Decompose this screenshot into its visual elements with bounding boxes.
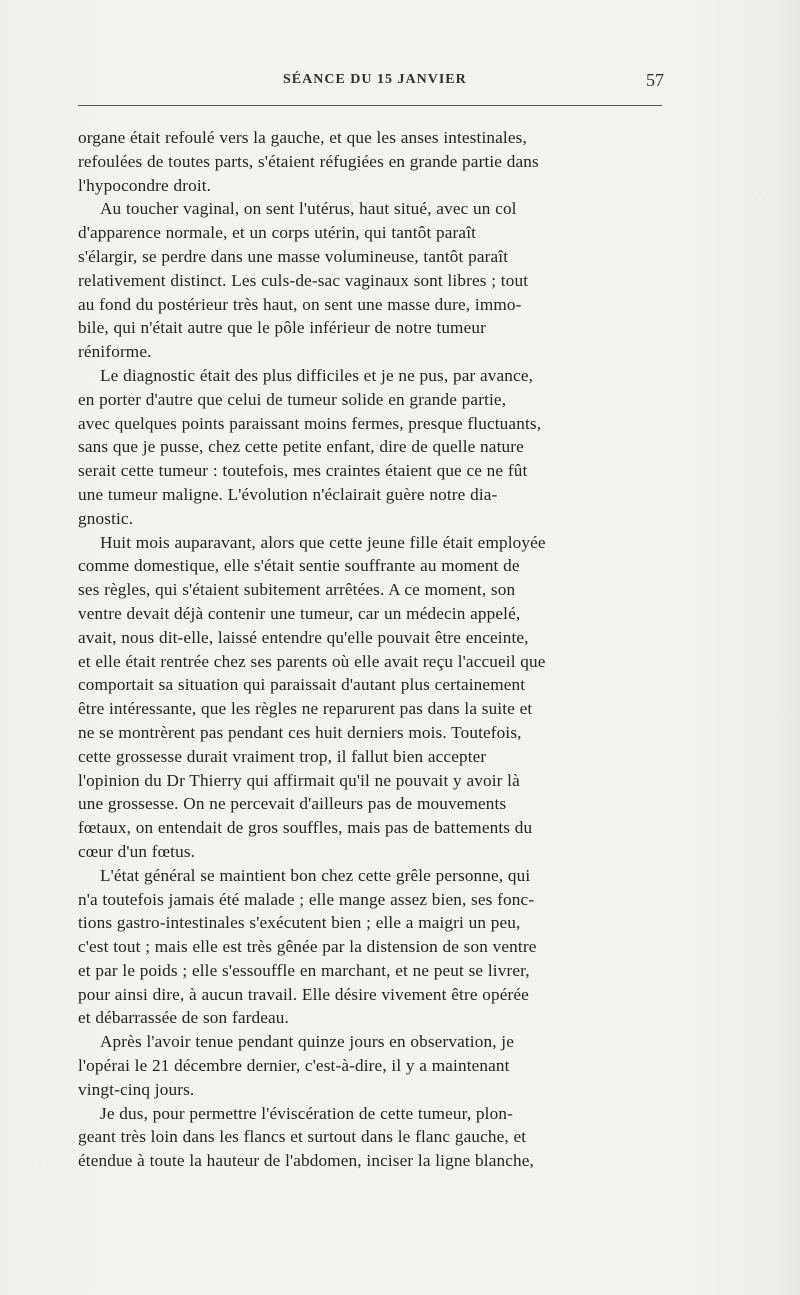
text-line: organe était refoulé vers la gauche, et que les anses intestinales, xyxy=(78,128,527,147)
text-line: et par le poids ; elle s'essouffle en marchant, et ne peut se livrer, xyxy=(78,960,530,980)
text-line: d'apparence normale, et un corps utérin, qui tantôt paraît xyxy=(78,223,477,243)
text-line: une tumeur maligne. L'évolution n'éclairait guère notre dia- xyxy=(78,484,498,504)
text-line: refoulées de toutes parts, s'étaient réfugiées en grande partie dans xyxy=(78,151,539,171)
text-line: serait cette tumeur : toutefois, mes craintes étaient que ce ne fût xyxy=(78,461,528,481)
text-line: tions gastro-intestinales s'exécutent bien ; elle a maigri un peu, xyxy=(78,913,521,933)
text-line: être intéressante, que les règles ne reparurent pas dans la suite et xyxy=(78,699,533,719)
page-header xyxy=(78,72,670,98)
text-line: étendue à toute la hauteur de l'abdomen, inciser la ligne blanche, xyxy=(78,1151,534,1171)
text-line: cœur d'un fœtus. xyxy=(78,841,196,861)
header-rule xyxy=(78,105,662,106)
text-line: et elle était rentrée chez ses parents où elle avait reçu l'accueil que xyxy=(78,651,546,671)
text-line: au fond du postérieur très haut, on sent une masse dure, immo- xyxy=(78,294,522,314)
text-line: pour ainsi dire, à aucun travail. Elle désire vivement être opérée xyxy=(78,984,529,1004)
text-line: fœtaux, on entendait de gros souffles, mais pas de battements du xyxy=(78,818,533,838)
text-line: n'a toutefois jamais été malade ; elle mange assez bien, ses fonc- xyxy=(78,889,535,909)
text-line: comportait sa situation qui paraissait d'autant plus certainement xyxy=(78,675,526,695)
text-line: c'est tout ; mais elle est très gênée par la distension de son ventre xyxy=(78,937,537,957)
text-line: réniforme. xyxy=(78,342,152,362)
text-line: Le diagnostic était des plus difficiles et je ne pus, par avance, xyxy=(100,365,534,385)
text-line: Je dus, pour permettre l'éviscération de cette tumeur, plon- xyxy=(100,1103,513,1123)
page-number: 57 xyxy=(646,70,664,90)
text-line: l'opérai le 21 décembre dernier, c'est-à-dire, il y a maintenant xyxy=(78,1056,510,1076)
text-line: comme domestique, elle s'était sentie souffrante au moment de xyxy=(78,556,520,576)
text-line: avait, nous dit-elle, laissé entendre qu'elle pouvait être enceinte, xyxy=(78,627,529,647)
text-line: relativement distinct. Les culs-de-sac vaginaux sont libres ; tout xyxy=(78,270,529,290)
text-line: Après l'avoir tenue pendant quinze jours en observation, je xyxy=(100,1032,514,1052)
body-text xyxy=(78,126,670,1173)
page-edge-shadow xyxy=(765,0,800,1295)
text-line: une grossesse. On ne percevait d'ailleurs pas de mouvements xyxy=(78,794,507,814)
text-line: avec quelques points paraissant moins fermes, presque fluctuants, xyxy=(78,413,542,433)
text-line: Au toucher vaginal, on sent l'utérus, haut situé, avec un col xyxy=(100,199,517,219)
text-line: cette grossesse durait vraiment trop, il fallut bien accepter xyxy=(78,746,487,766)
text-line: l'hypocondre droit. xyxy=(78,175,212,195)
running-head: SÉANCE DU 15 JANVIER xyxy=(283,72,467,87)
text-line: sans que je pusse, chez cette petite enfant, dire de quelle nature xyxy=(78,437,524,457)
text-line: s'élargir, se perdre dans une masse volumineuse, tantôt paraît xyxy=(78,246,509,266)
text-line: ventre devait déjà contenir une tumeur, car un médecin appelé, xyxy=(78,603,521,623)
text-line: l'opinion du Dr Thierry qui affirmait qu'il ne pouvait y avoir là xyxy=(78,770,520,790)
text-line: ses règles, qui s'étaient subitement arrêtées. A ce moment, son xyxy=(78,580,516,600)
text-line: en porter d'autre que celui de tumeur solide en grande partie, xyxy=(78,389,507,409)
text-line: vingt-cinq jours. xyxy=(78,1079,195,1099)
text-line: L'état général se maintient bon chez cette grêle personne, qui xyxy=(100,865,531,885)
text-line: et débarrassée de son fardeau. xyxy=(78,1008,289,1028)
text-line: geant très loin dans les flancs et surtout dans le flanc gauche, et xyxy=(78,1127,527,1147)
text-line: Huit mois auparavant, alors que cette jeune fille était employée xyxy=(100,532,546,552)
text-line: gnostic. xyxy=(78,508,134,528)
text-line: bile, qui n'était autre que le pôle inférieur de notre tumeur xyxy=(78,318,486,338)
text-line: ne se montrèrent pas pendant ces huit derniers mois. Toutefois, xyxy=(78,722,522,742)
